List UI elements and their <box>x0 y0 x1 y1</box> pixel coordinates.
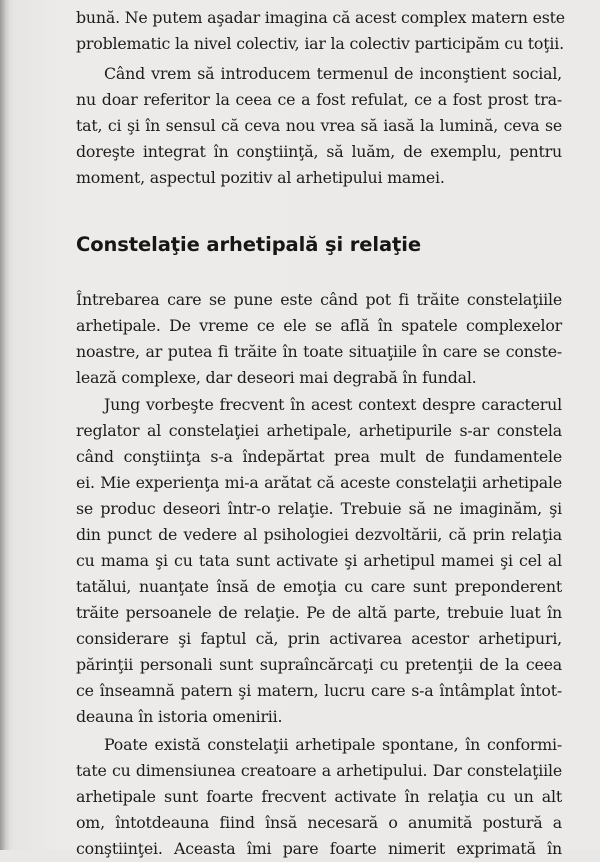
text-line: deauna în istoria omenirii. <box>76 707 283 726</box>
text-line: părinţii personali sunt supraîncărcaţi cu pretenţii de la ceea <box>76 655 562 674</box>
page-binding-shadow <box>0 0 10 850</box>
text-line: reglator al constelaţiei arhetipale, arhetipurile s-ar constela <box>76 421 562 440</box>
text-line: tat, ci şi în sensul că ceva nou vrea să iasă la lumină, ceva se <box>76 116 562 135</box>
text-line: se produc deseori într-o relaţie. Trebuie să ne imaginăm, şi <box>76 499 562 518</box>
text-line: arhetipale. De vreme ce ele se află în spatele complexelor <box>76 316 562 335</box>
text-line: conştiinţei. Aceasta îmi pare foarte nimerit exprimată în <box>76 839 562 858</box>
text-line: lează complexe, dar deseori mai degrabă în fundal. <box>76 368 477 387</box>
text-line: problematic la nivel colectiv, iar la colectiv participăm cu toţii. <box>76 34 564 53</box>
text-line: din punct de vedere al psihologiei dezvoltării, că prin relaţia <box>76 525 562 544</box>
text-line: când conştiinţa s-a îndepărtat prea mult de fundamentele <box>76 447 562 466</box>
text-line: considerare şi faptul că, prin activarea acestor arhetipuri, <box>76 629 562 648</box>
text-line: Întrebarea care se pune este când pot fi trăite constelaţiile <box>76 290 562 309</box>
text-line: Când vrem să introducem termenul de inconştient social, <box>104 64 562 83</box>
text-line: nu doar referitor la ceea ce a fost refulat, ce a fost prost tra- <box>76 90 562 109</box>
section-heading: Constelaţie arhetipală şi relaţie <box>76 233 421 256</box>
text-line: om, întotdeauna fiind însă necesară o anumită postură a <box>76 813 562 832</box>
text-line: doreşte integrat în conştiinţă, să luăm, de exemplu, pentru <box>76 142 562 161</box>
text-line: noastre, ar putea fi trăite în toate situaţiile în care se conste- <box>76 342 562 361</box>
text-line: Poate există constelaţii arhetipale spontane, în conformi- <box>104 735 562 754</box>
text-line: ei. Mie experienţa mi-a arătat că aceste constelaţii arhetipale <box>76 473 562 492</box>
text-line: ce înseamnă patern şi matern, lucru care s-a întâmplat întot- <box>76 681 562 700</box>
text-line: Jung vorbeşte frecvent în acest context despre caracterul <box>104 395 562 414</box>
text-line: trăite persoanele de relaţie. Pe de altă parte, trebuie luat în <box>76 603 562 622</box>
text-line: bună. Ne putem aşadar imagina că acest complex matern este <box>76 8 565 27</box>
text-line: tate cu dimensiunea creatoare a arhetipului. Dar constelaţiile <box>76 761 562 780</box>
text-line: moment, aspectul pozitiv al arhetipului mamei. <box>76 168 445 187</box>
text-line: arhetipale sunt foarte frecvent activate în relaţia cu un alt <box>76 787 562 806</box>
text-line: cu mama şi cu tata sunt activate şi arhetipul mamei şi cel al <box>76 551 562 570</box>
text-line: tatălui, nuanţate însă de emoţia cu care sunt preponderent <box>76 577 562 596</box>
